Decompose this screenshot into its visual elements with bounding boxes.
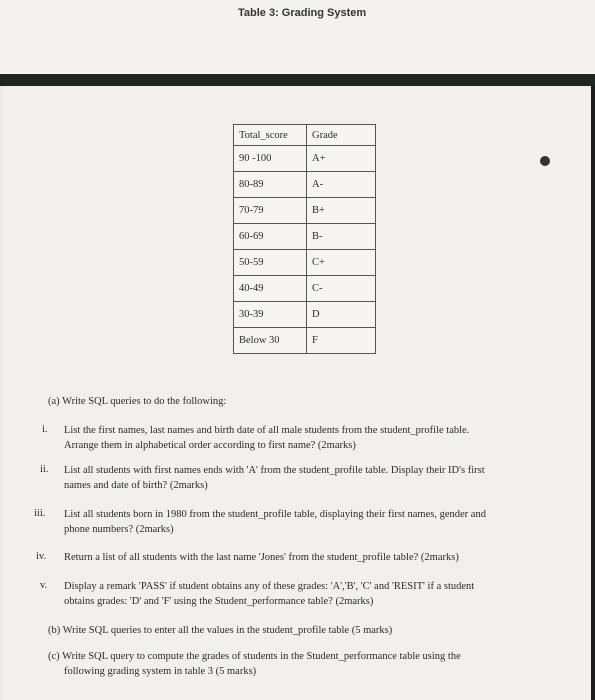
grade-cell: A- bbox=[307, 172, 376, 198]
question-line: obtains grades: 'D' and 'F' using the Student_performance table? (2marks) bbox=[64, 596, 374, 607]
question-c-line1: (c) Write SQL query to compute the grades of students in the Student_performance table using the bbox=[48, 651, 461, 662]
column-header: Grade bbox=[307, 125, 376, 146]
score-cell: 80-89 bbox=[234, 172, 307, 198]
question-line: List all students born in 1980 from the student_profile table, displaying their first names, gender and bbox=[64, 509, 486, 520]
score-cell: 40-49 bbox=[234, 276, 307, 302]
table-row bbox=[234, 224, 376, 250]
question-number: v. bbox=[40, 580, 48, 591]
table-row bbox=[234, 172, 376, 198]
edge-shadow bbox=[591, 86, 595, 700]
grade-cell: C- bbox=[307, 276, 376, 302]
table-row bbox=[234, 146, 376, 172]
table-row bbox=[234, 328, 376, 354]
question-c-line2: following grading system in table 3 (5 marks) bbox=[64, 666, 257, 677]
score-cell: Below 30 bbox=[234, 328, 307, 354]
score-cell: 30-39 bbox=[234, 302, 307, 328]
grading-table bbox=[233, 124, 376, 354]
grade-cell: D bbox=[307, 302, 376, 328]
question-number: i. bbox=[42, 424, 48, 435]
score-cell: 60-69 bbox=[234, 224, 307, 250]
table-caption: Table 3: Grading System bbox=[238, 7, 367, 19]
question-line: Return a list of all students with the last name 'Jones' from the student_profile table? (2marks) bbox=[64, 552, 459, 563]
column-header: Total_score bbox=[234, 125, 307, 146]
score-cell: 50-59 bbox=[234, 250, 307, 276]
table-row bbox=[234, 276, 376, 302]
grade-cell: F bbox=[307, 328, 376, 354]
grade-cell: B+ bbox=[307, 198, 376, 224]
top-page-strip bbox=[0, 0, 595, 74]
table-header-row bbox=[234, 125, 376, 146]
question-line: List all students with first names ends with 'A' from the student_profile table. Display their ID's first bbox=[64, 465, 485, 476]
grade-cell: A+ bbox=[307, 146, 376, 172]
question-line: Arrange them in alphabetical order according to first name? (2marks) bbox=[64, 440, 356, 451]
question-b: (b) Write SQL queries to enter all the values in the student_profile table (5 marks) bbox=[48, 625, 393, 636]
table-row bbox=[234, 302, 376, 328]
question-line: phone numbers? (2marks) bbox=[64, 524, 174, 535]
question-line: Display a remark 'PASS' if student obtains any of these grades: 'A','B', 'C' and 'RESIT' if a student bbox=[64, 581, 475, 592]
question-line: names and date of birth? (2marks) bbox=[64, 480, 208, 491]
divider-band bbox=[0, 74, 595, 86]
question-number: ii. bbox=[40, 464, 49, 475]
question-a-intro: (a) Write SQL queries to do the following: bbox=[48, 396, 227, 407]
question-number: iii. bbox=[34, 508, 46, 519]
score-cell: 70-79 bbox=[234, 198, 307, 224]
grade-cell: C+ bbox=[307, 250, 376, 276]
score-cell: 90 -100 bbox=[234, 146, 307, 172]
grade-cell: B- bbox=[307, 224, 376, 250]
table-row bbox=[234, 198, 376, 224]
table-row bbox=[234, 250, 376, 276]
bullet-dot bbox=[540, 156, 550, 166]
question-number: iv. bbox=[36, 551, 47, 562]
question-line: List the first names, last names and birth date of all male students from the student_profile table. bbox=[64, 425, 470, 436]
